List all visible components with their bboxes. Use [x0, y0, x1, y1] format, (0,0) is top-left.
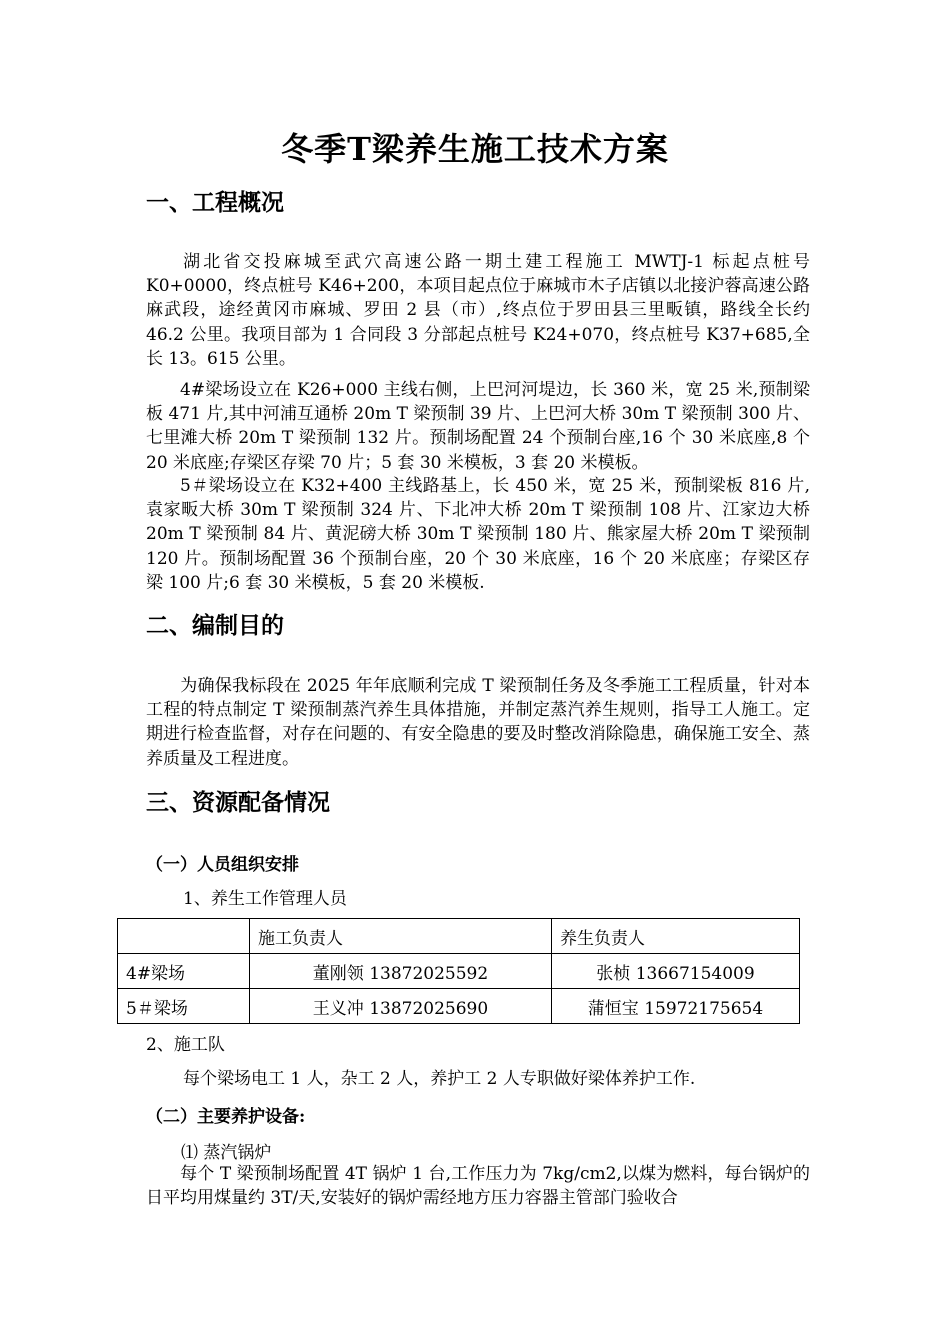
subheading-staff: （一）人员组织安排	[146, 855, 299, 875]
table-cell: 王义冲 13872025690	[250, 989, 552, 1024]
table-row	[118, 989, 800, 1024]
table-cell: 5＃梁场	[118, 989, 250, 1024]
table-cell: 蒲恒宝 15972175654	[552, 989, 800, 1024]
section-heading-purpose: 二、编制目的	[146, 612, 284, 639]
table-cell: 董刚领 13872025592	[250, 954, 552, 989]
table-cell: 张桢 13667154009	[552, 954, 800, 989]
table-header-row	[118, 919, 800, 954]
equipment-item-1: ⑴ 蒸汽锅炉	[181, 1143, 272, 1163]
subheading-equipment: （二）主要养护设备:	[146, 1107, 306, 1127]
overview-paragraph-2-text: 4#梁场设立在 K26+000 主线右侧，上巴河河堤边，长 360 米，宽 25 米,预制梁板 471 片,其中河浦互通桥 20m T 梁预制 39 片、上巴河大桥 30m T 梁预制 300 片、七里滩大桥 20m T 梁预制 132 片。预制场配置 24 个预制台座,16 个 30 米底座,8 个 20 米底座;存梁区存梁 70 片；5 套 30 米模板，3 套 20 米模板。	[146, 380, 810, 473]
overview-paragraph-2	[146, 378, 810, 475]
document-title: 冬季T梁养生施工技术方案	[281, 130, 669, 168]
table-header-cell: 施工负责人	[250, 919, 552, 954]
staff-item-2: 2、施工队	[146, 1035, 225, 1055]
overview-paragraph-3-text: 5＃梁场设立在 K32+400 主线路基上，长 450 米，宽 25 米，预制梁板 816 片,袁家畈大桥 30m T 梁预制 324 片、下北冲大桥 20m T 梁预制 108 片、江家边大桥 20m T 梁预制 84 片、黄泥磅大桥 30m T 梁预制 180 片、熊家屋大桥 20m T 梁预制 120 片。预制场配置 36 个预制台座，20 个 30 米底座，16 个 20 米底座；存梁区存梁 100 片;6 套 30 米模板，5 套 20 米模板.	[146, 476, 810, 593]
crew-description: 每个梁场电工 1 人，杂工 2 人，养护工 2 人专职做好梁体养护工作.	[183, 1069, 696, 1089]
table-cell: 4#梁场	[118, 954, 250, 989]
table-header-cell: 养生负责人	[552, 919, 800, 954]
purpose-paragraph-text: 为确保我标段在 2025 年年底顺利完成 T 梁预制任务及冬季施工工程质量，针对本工程的特点制定 T 梁预制蒸汽养生具体措施，并制定蒸汽养生规则，指导工人施工。定期进行检查监督，对存在问题的、有安全隐患的要及时整改消除隐患，确保施工安全、蒸养质量及工程进度。	[146, 676, 810, 769]
purpose-paragraph	[146, 674, 810, 771]
table-header-cell	[118, 919, 250, 954]
staff-table	[117, 918, 800, 1024]
section-heading-overview: 一、工程概况	[146, 189, 284, 216]
staff-item-1: 1、养生工作管理人员	[183, 889, 347, 909]
section-heading-resources: 三、资源配备情况	[146, 789, 330, 816]
overview-paragraph-1-text: 湖北省交投麻城至武穴高速公路一期土建工程施工 MWTJ-1 标起点桩号 K0+0000，终点桩号 K46+200，本项目起点位于麻城市木子店镇以北接沪蓉高速公路麻武段，途经黄冈市麻城、罗田 2 县（市）,终点位于罗田县三里畈镇，路线全长约 46.2 公里。我项目部为 1 合同段 3 分部起点桩号 K24+070，终点桩号 K37+685,全长 13。615 公里。	[146, 252, 810, 369]
overview-paragraph-1	[146, 250, 810, 371]
equipment-paragraph-text: 每个 T 梁预制场配置 4T 锅炉 1 台,工作压力为 7kg/cm2,以煤为燃料，每台锅炉的日平均用煤量约 3T/天,安装好的锅炉需经地方压力容器主管部门验收合	[146, 1164, 810, 1209]
overview-paragraph-3	[146, 474, 810, 595]
equipment-paragraph	[146, 1162, 810, 1210]
table-row	[118, 954, 800, 989]
